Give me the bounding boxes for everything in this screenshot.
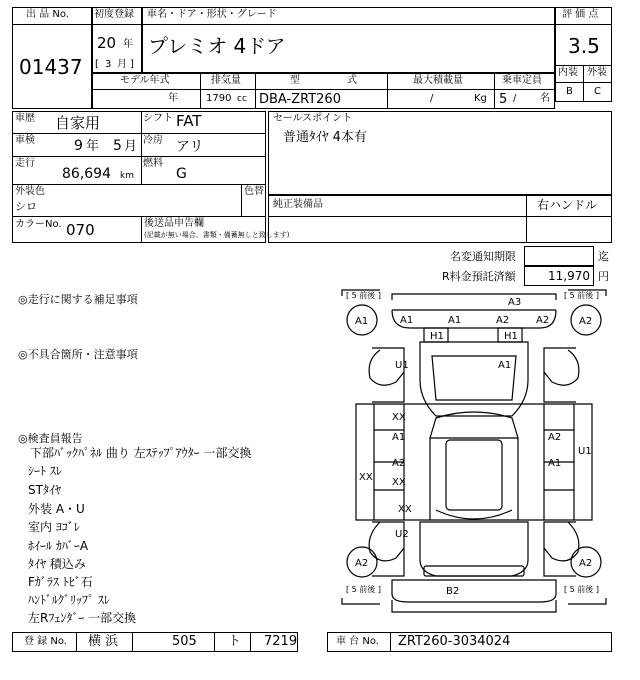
shift: FAT: [176, 112, 202, 130]
shift-label: シフト: [143, 113, 173, 124]
max-load-label: 最大積載量: [413, 75, 463, 86]
inspector-item: ﾎｲｰﾙ ｶﾊﾞｰA: [28, 539, 89, 553]
mark-rear-4: A2: [536, 315, 550, 326]
tire-depth-front-left: [ 5 前後 ]: [346, 585, 381, 594]
transfer-deadline-unit: 迄: [598, 250, 609, 263]
mark-rear-3: A2: [496, 315, 510, 326]
tire-depth-rear-right: [ 5 前後 ]: [564, 291, 599, 300]
driving-notes-label: ◎走行に関する補足事項: [18, 293, 138, 306]
interior-grade: B: [566, 86, 573, 97]
capacity-unit: 名: [540, 93, 550, 104]
first-registration-month: 3: [105, 59, 112, 70]
capacity: 5: [499, 92, 508, 107]
defect-notes-label: ◎不具合箇所・注意事項: [18, 348, 138, 361]
capacity-sep: /: [513, 93, 517, 104]
max-load-unit: Kg: [474, 93, 487, 104]
vehicle-damage-diagram: [334, 286, 614, 626]
registration-label: 登 録 No.: [24, 636, 67, 647]
month-unit: 月: [117, 59, 127, 70]
tire-depth-rear-left: [ 5 前後 ]: [346, 291, 381, 300]
inspection-label: 車検: [15, 135, 35, 146]
exterior-color-label: 外装色: [15, 186, 45, 197]
inspector-item: ﾊﾝﾄﾞﾙｸﾞﾘｯﾌﾟ ｽﾚ: [28, 593, 110, 607]
month-close-bracket: ]: [130, 59, 134, 70]
first-registration-label: 初度登録: [94, 9, 134, 20]
mileage-label: 走行: [15, 158, 35, 169]
mark-left-rear-door-2: A1: [392, 432, 406, 443]
sales-point-label: セールスポイント: [273, 113, 353, 124]
mark-front-bumper: B2: [446, 586, 460, 597]
inspection-month-unit: 月: [124, 139, 138, 154]
model-year-unit: 年: [168, 93, 178, 104]
inspection-year: 9: [74, 138, 83, 154]
mark-left-front-door-1: A2: [392, 458, 406, 469]
inspector-item: ｼｰﾄ ｽﾚ: [28, 464, 62, 478]
mark-right-front-door: A1: [548, 458, 562, 469]
inspector-item: 外装 A・U: [28, 502, 85, 516]
exterior-grade-label: 外装: [587, 67, 607, 78]
score-label: 評 価 点: [562, 9, 599, 20]
exterior-grade: C: [594, 86, 601, 97]
inspector-item: 室内 ﾖｺﾞﾚ: [28, 520, 80, 534]
mark-rear-2: A1: [448, 315, 462, 326]
mark-light-left: H1: [430, 331, 444, 342]
inspector-item: ﾀｲﾔ 積込み: [28, 557, 86, 571]
year-unit: 年: [123, 39, 133, 50]
score-value: 3.5: [568, 34, 600, 58]
interior-grade-label: 内装: [558, 67, 578, 78]
lot-number: 01437: [19, 55, 83, 79]
mark-right-rear-door: A2: [548, 432, 562, 443]
color-no: 070: [66, 221, 95, 239]
inspector-report-label: ◎検査員報告: [18, 432, 83, 445]
transfer-deadline-box: [524, 246, 594, 266]
mark-rear-bumper: A3: [508, 297, 522, 308]
mark-rear-1: A1: [400, 315, 414, 326]
transfer-deadline-label: 名変通知期限: [450, 250, 516, 263]
displacement-label: 排気量: [211, 75, 241, 86]
inspection-month: 5: [113, 138, 122, 154]
chassis-label: 車 台 No.: [336, 636, 379, 647]
mark-left-front-fender-2: U2: [395, 529, 409, 540]
ac-label: 冷房: [143, 135, 163, 146]
mark-left-front-door-2: XX: [392, 477, 406, 488]
displacement-unit: cc: [237, 94, 247, 104]
max-load: /: [430, 93, 434, 104]
sales-point: 普通ﾀｲﾔ 4本有: [283, 130, 367, 145]
color-no-label: カラーNo.: [15, 219, 62, 230]
mark-trunk: A1: [498, 360, 512, 371]
lot-number-label: 出 品 No.: [26, 9, 69, 20]
ac: アリ: [176, 139, 204, 155]
tire-depth-front-right: [ 5 前後 ]: [564, 585, 599, 594]
type-label-2: 式: [347, 75, 357, 86]
fuel: G: [176, 166, 187, 182]
mark-rear-right-wheel: A2: [579, 316, 593, 327]
mark-right-step: U1: [578, 446, 592, 457]
genuine-equipment-label: 純正装備品: [273, 199, 323, 210]
history: 自家用: [55, 114, 101, 132]
mark-rear-left-wheel: A1: [355, 316, 369, 327]
recycle-fee: 11,970: [548, 269, 590, 283]
capacity-label: 乗車定員: [502, 75, 542, 86]
mark-light-right: H1: [504, 331, 518, 342]
mileage-unit: km: [120, 171, 134, 181]
mark-left-step: XX: [359, 472, 373, 483]
registration-class: 505: [172, 634, 197, 649]
first-registration-year: 20: [97, 34, 117, 52]
month-open-bracket: [: [95, 59, 99, 70]
inspector-item: 左Rﾌｪﾝﾀﾞｰ 一部交換: [28, 611, 137, 625]
exterior-color: シロ: [15, 200, 37, 213]
recycle-fee-label: R料金預託済額: [442, 270, 516, 283]
inspector-item: Fｶﾞﾗｽ ﾄﾋﾞ石: [28, 575, 93, 589]
chassis-number: ZRT260-3034024: [398, 634, 511, 649]
mark-trunk-left: U1: [395, 360, 409, 371]
repaint-label: 色替: [244, 186, 264, 197]
registration-number: 7219: [264, 634, 298, 649]
steering-side: 右ハンドル: [537, 198, 598, 212]
mileage: 86,694: [62, 166, 111, 182]
model-year-label: モデル年式: [120, 75, 170, 86]
mark-front-right-wheel: A2: [579, 558, 593, 569]
inspector-item: STﾀｲﾔ: [28, 483, 61, 497]
fuel-label: 燃料: [143, 158, 163, 169]
type-label: 型: [290, 75, 300, 86]
late-report-label: 後送品申告欄: [144, 218, 204, 229]
late-report-note: (記載が無い場合、書類・備蓄無しと致します): [144, 231, 290, 239]
car-name-label: 車名・ドア・形状・グレード: [147, 9, 277, 20]
mark-left-rear-door-1: XX: [392, 412, 406, 423]
history-label: 車歴: [15, 113, 35, 124]
car-name: プレミオ 4ドア: [148, 34, 286, 58]
recycle-fee-unit: 円: [598, 270, 609, 283]
registration-kana: ト: [228, 634, 242, 649]
displacement: 1790: [206, 93, 232, 104]
registration-area: 横 浜: [88, 634, 119, 649]
model-type: DBA-ZRT260: [259, 92, 341, 107]
mark-front-left-wheel: A2: [355, 558, 369, 569]
inspection-year-unit: 年: [86, 139, 100, 154]
inspector-item: 下部ﾊﾞｯｸﾊﾟﾈﾙ 曲り 左ｽﾃｯﾌﾟｱｳﾀｰ 一部交換: [30, 446, 252, 460]
mark-left-front-fender-1: XX: [398, 504, 412, 515]
